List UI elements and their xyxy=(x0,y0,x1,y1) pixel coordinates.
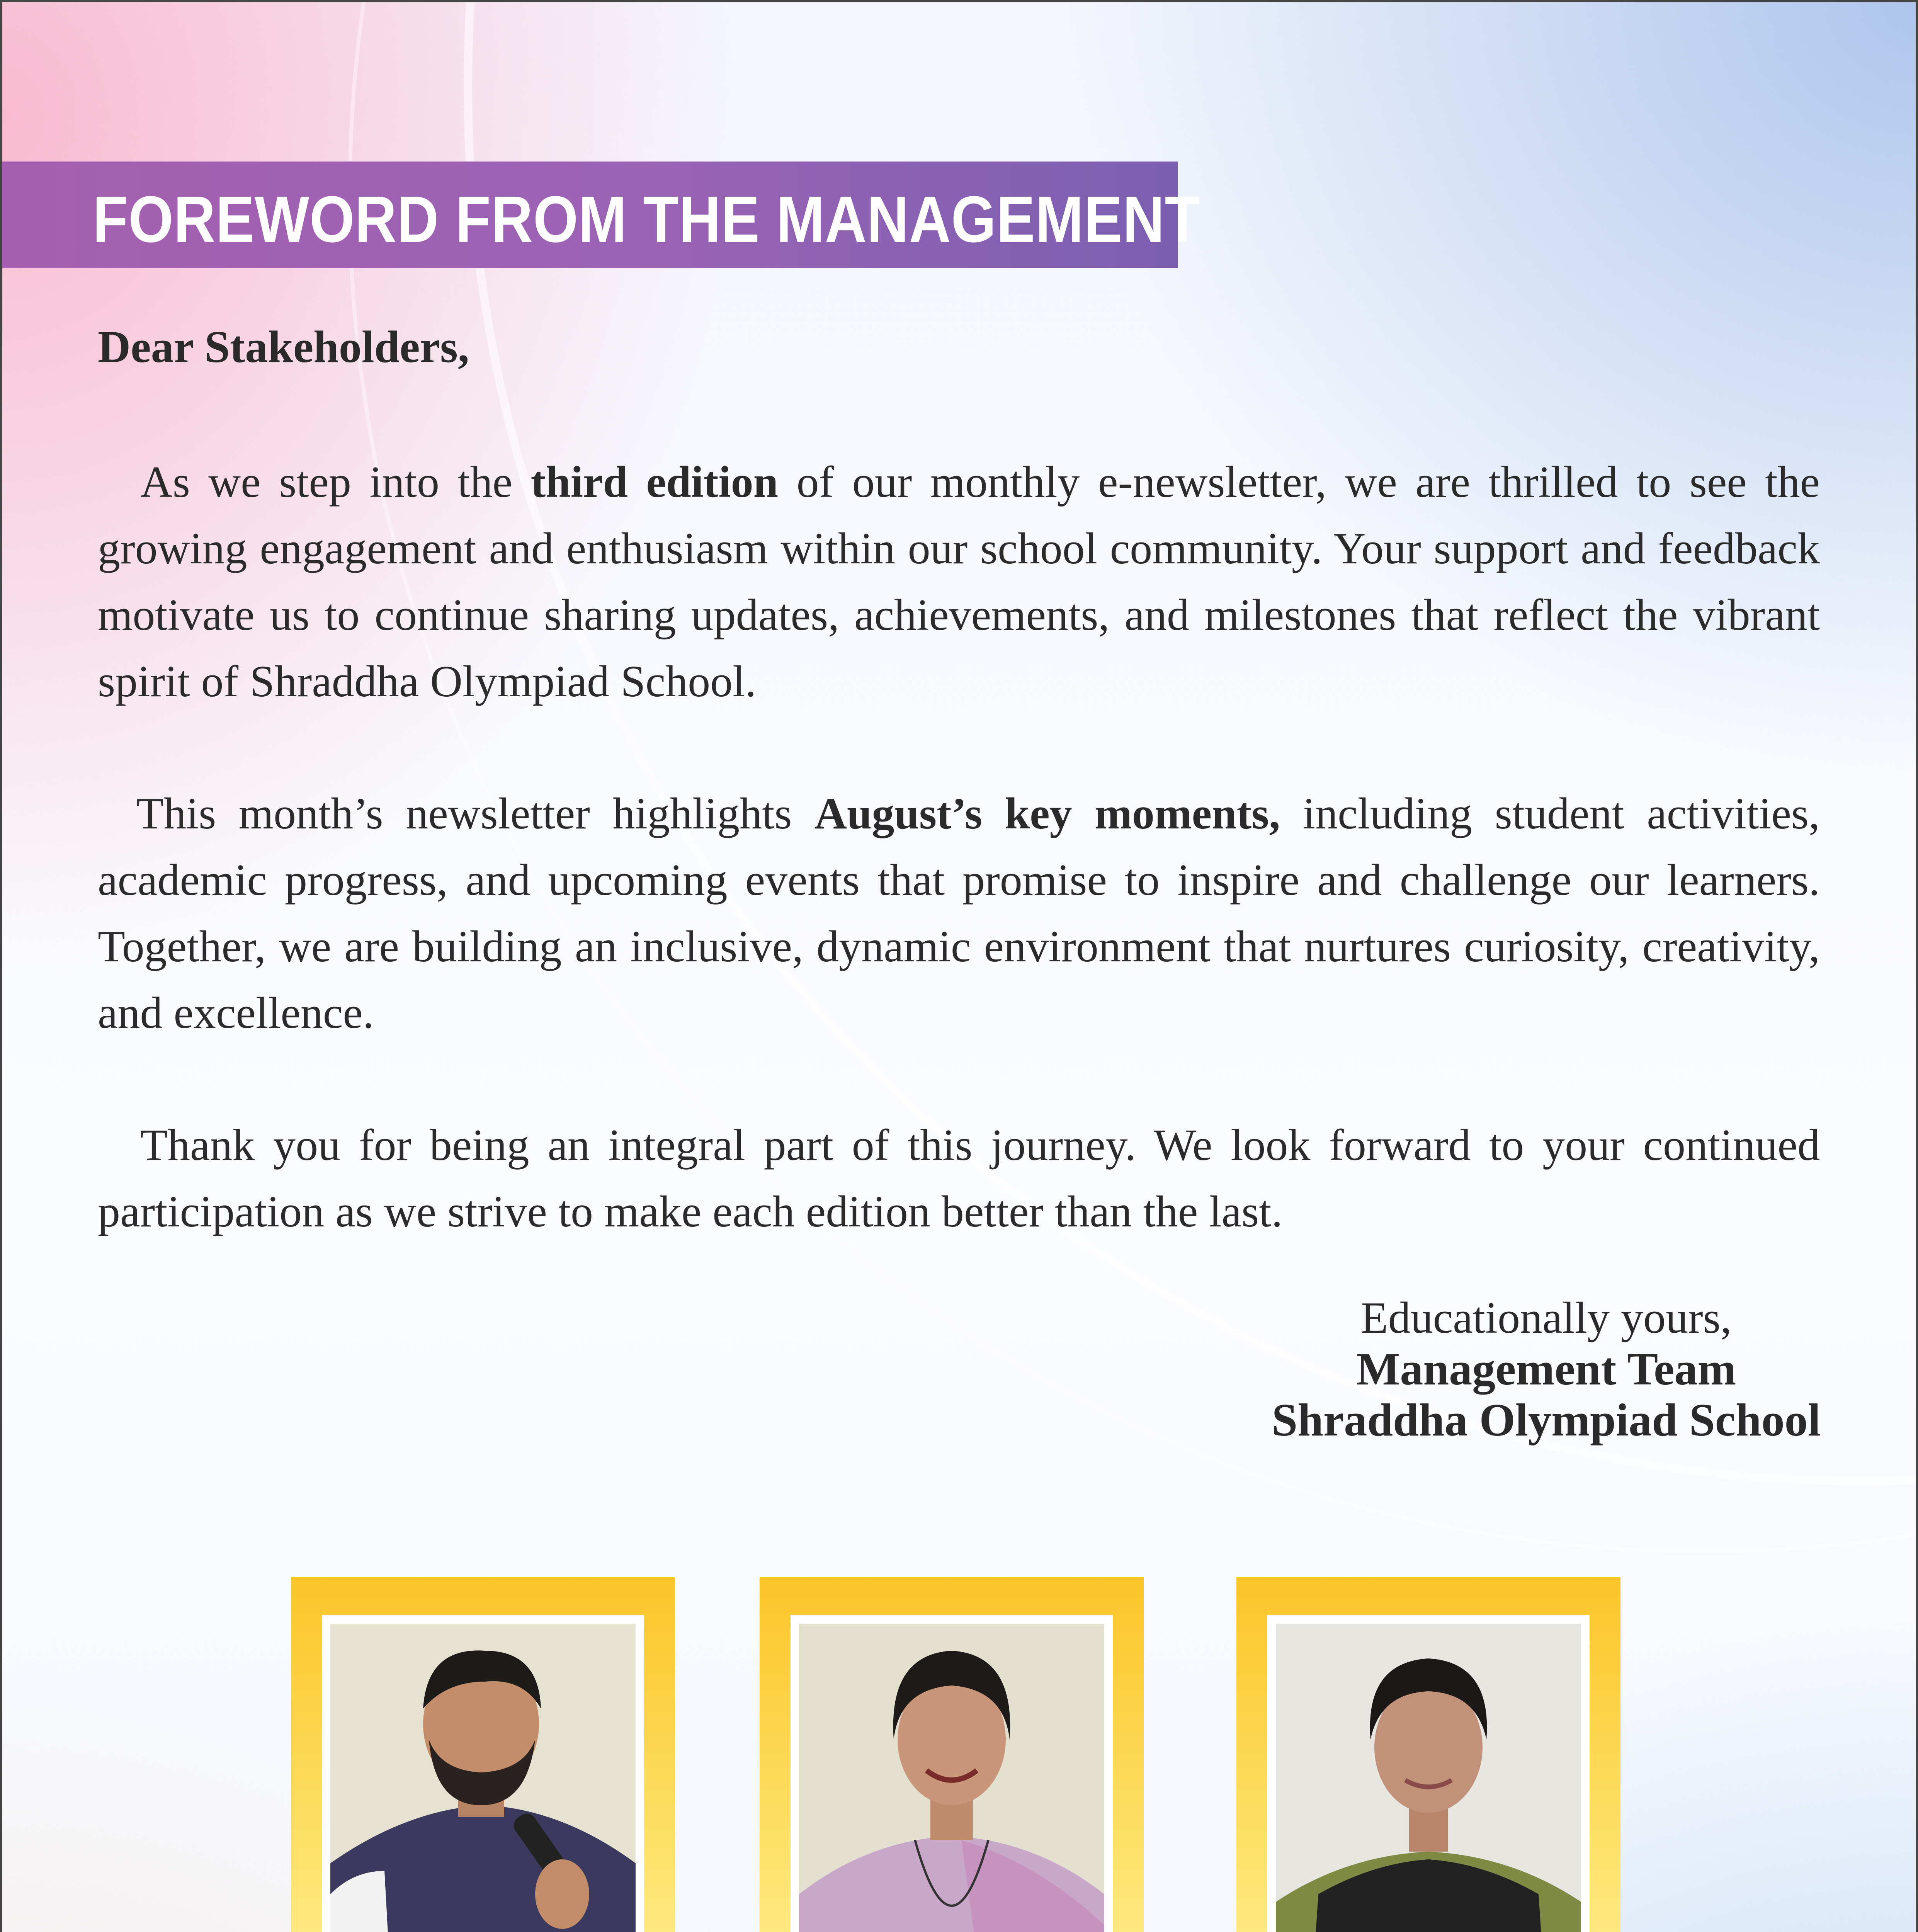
person-portrait-icon xyxy=(799,1624,1104,1932)
letter-signoff xyxy=(1272,1293,1821,1446)
paragraph-emphasis: third edition xyxy=(531,457,779,507)
photo-frame xyxy=(1236,1577,1620,1932)
page-title: FOREWORD FROM THE MANAGEMENT xyxy=(93,183,1200,256)
portrait-photo xyxy=(322,1615,644,1932)
team-card-director xyxy=(291,1577,675,1932)
signoff-team: Management Team xyxy=(1356,1343,1736,1395)
letter-paragraph-3: Thank you for being an integral part of this journey. We look forward to your continued participation as we strive to make each edition better than the last. xyxy=(98,1121,1820,1236)
signoff-school: Shraddha Olympiad School xyxy=(1272,1394,1821,1446)
photo-frame xyxy=(291,1577,675,1932)
foreword-banner xyxy=(0,162,1200,268)
portrait-photo xyxy=(1267,1615,1590,1932)
letter-paragraph-1 xyxy=(98,449,1820,715)
paragraph-text: This month’s newsletter highlights xyxy=(136,789,815,838)
paragraph-text: of our monthly e-newsletter, we are thrilled to see the growing engagement and enthusiasm within our school community. Your support and feedback motivate us to continue sharing updates, achievements, and milestones that reflect the vibrant spirit of Shraddha Olympiad School. xyxy=(98,457,1820,706)
person-portrait-icon xyxy=(1276,1624,1581,1932)
team-card-managing-director xyxy=(760,1577,1144,1932)
letter-greeting: Dear Stakeholders, xyxy=(98,321,469,372)
person-portrait-icon xyxy=(330,1624,636,1932)
portrait-photo xyxy=(791,1615,1113,1932)
signoff-closing: Educationally yours, xyxy=(1360,1293,1732,1343)
photo-frame xyxy=(760,1577,1144,1932)
paragraph-text: including student activities, academic progress, and upcoming events that promise to inspire and challenge our learners. Together, we are building an inclusive, dynamic environment that nurtures curiosity, creativity, and excellence. xyxy=(98,789,1820,1038)
team-card-principal xyxy=(1236,1577,1620,1932)
paragraph-text: As we step into the xyxy=(140,457,531,507)
paragraph-emphasis: August’s key moments, xyxy=(814,789,1280,838)
letter-paragraph-2 xyxy=(98,781,1820,1046)
